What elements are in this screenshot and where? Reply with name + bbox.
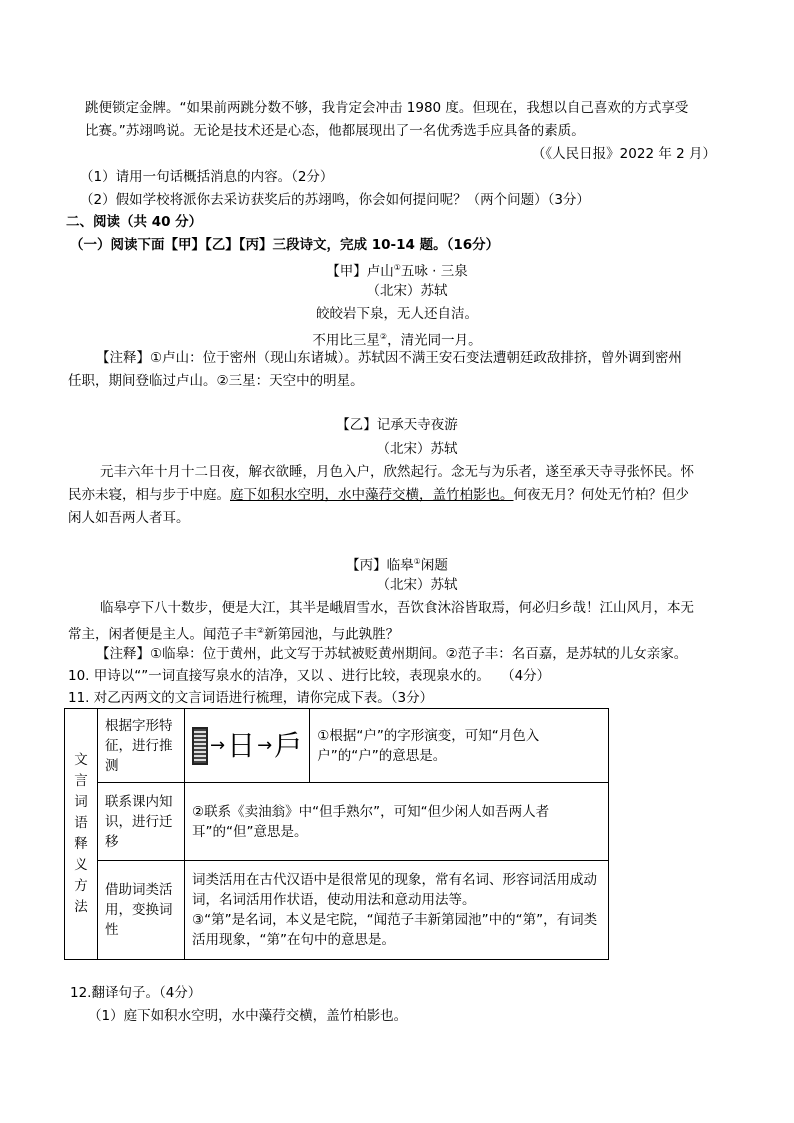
question-12: 12.翻译句子。（4分）	[70, 985, 202, 1001]
side-char: 义	[74, 857, 88, 873]
glyph-evolution-image	[185, 709, 310, 783]
underlined-sentence: 庭下如积水空明，水中藻荇交横，盖竹柏影也。	[230, 487, 514, 503]
arrow-icon: →	[257, 734, 273, 756]
bing-author: （北宋）苏轼	[376, 577, 458, 593]
yi-title: 【乙】记承天寺夜游	[336, 417, 458, 433]
method-cell: 根据字形特征，进行推测	[98, 709, 185, 783]
explanation: 词类活用在古代汉语中是很常见的现象，常有名词、形容词活用成动词，名词活用作状语，使动用法和意动用法等。	[192, 872, 597, 908]
yi-paragraph	[68, 485, 689, 505]
method-cell: 借助词类活用，变换词性	[98, 861, 185, 960]
question-2: （2）假如学校将派你去采访获奖后的苏翊鸣，你会如何提问呢？（两个问题）（3分）	[80, 192, 590, 208]
glyph-char: 日	[227, 728, 256, 762]
text: 民亦未寝，相与步于中庭。	[68, 487, 230, 503]
news-line: 跳便锁定金牌。“如果前两跳分数不够，我肯定会冲击 1980 度。但现在，我想以自己喜欢的方式享受	[85, 100, 689, 116]
bing-paragraph	[68, 621, 399, 645]
glyph-char: 戶	[274, 728, 303, 762]
answer-cell	[185, 861, 609, 960]
side-char: 释	[74, 836, 88, 852]
jia-title	[0, 258, 794, 282]
text: 何夜无月？何处无竹柏？但少	[513, 487, 689, 503]
poem-line: 皎皎岩下泉，无人还自洁。	[316, 306, 478, 322]
yi-paragraph: 元丰六年十月十二日夜，解衣欲睡，月色入户，欣然起行。念无与为乐者，遂至承天寺寻张怀民。怀	[100, 464, 694, 480]
section-title: 二、阅读（共 40 分）	[66, 214, 203, 230]
side-char: 语	[74, 815, 88, 831]
question-text: ③“第”是名词，本义是宅院，“闻范子丰新第园池”中的“第”，有词类活用现象，“第”在句中的意思是。	[192, 912, 598, 948]
yi-author: （北宋）苏轼	[376, 441, 458, 457]
translate-sentence: （1）庭下如积水空明，水中藻荇交横，盖竹柏影也。	[88, 1008, 408, 1024]
title-text: 五咏 · 三泉	[400, 263, 468, 280]
title-text: 闲题	[420, 557, 448, 574]
side-char: 文	[74, 752, 88, 768]
poem-line	[0, 327, 794, 351]
seal-script-icon	[192, 727, 208, 765]
bing-title	[0, 552, 794, 576]
jia-note: 任职，期间登临过卢山。②三星：天空中的明星。	[68, 373, 364, 389]
method-cell: 联系课内知识，进行迁移	[98, 783, 185, 861]
side-char: 方	[74, 878, 88, 894]
section-subtitle: （一）阅读下面【甲】【乙】【丙】三段诗文，完成 10-14 题。（16分）	[70, 237, 500, 253]
answer-cell: ②联系《卖油翁》中“但手熟尔”，可知“但少闲人如吾两人者耳”的“但”意思是。	[185, 783, 609, 861]
news-source: （《人民日报》2022 年 2 月）	[531, 146, 716, 162]
question-10: 10. 甲诗以“”一词直接写泉水的洁净，又以 、进行比较，表现泉水的。 （4分）	[68, 668, 551, 684]
footnote-mark: ①	[393, 263, 401, 272]
poem-text: ，清光同一月。	[387, 332, 482, 349]
bing-note: 【注释】①临皋：位于黄州，此文写于苏轼被贬黄州期间。②范子丰：名百嘉，是苏轼的儿女亲家。	[96, 646, 688, 662]
yi-paragraph: 闲人如吾两人者耳。	[68, 510, 190, 526]
side-char: 法	[74, 899, 88, 915]
bing-paragraph: 临皋亭下八十数步，便是大江，其半是峨眉雪水，吾饮食沐浴皆取焉，何必归乡哉！江山风月，本无	[100, 600, 694, 616]
title-text: 【甲】卢山	[326, 263, 394, 280]
footnote-mark: ①	[413, 557, 421, 566]
table-side-label	[65, 709, 98, 960]
side-char: 言	[74, 773, 88, 789]
side-char: 词	[74, 794, 88, 810]
arrow-icon: →	[210, 734, 226, 756]
title-text: 【丙】临皋	[346, 557, 414, 574]
text: 新第园池，与此孰胜？	[264, 626, 400, 643]
method-table	[64, 708, 609, 960]
footnote-mark: ②	[257, 626, 265, 635]
poem-text: 不用比三星	[312, 332, 380, 349]
question-1: （1）请用一句话概括消息的内容。（2分）	[80, 169, 334, 185]
jia-note: 【注释】①卢山：位于密州（现山东诸城）。苏轼因不满王安石变法遭朝廷政敌排挤，曾外调到密州	[96, 350, 682, 366]
answer-cell: ①根据“户”的字形演变，可知“月色入户”的“户”的意思是。	[310, 709, 609, 783]
news-line: 比赛。”苏翊鸣说。无论是技术还是心态，他都展现出了一名优秀选手应具备的素质。	[85, 123, 585, 139]
text: 常主，闲者便是主人。闻范子丰	[68, 626, 257, 643]
footnote-mark: ②	[379, 332, 388, 341]
question-11: 11. 对乙丙两文的文言词语进行梳理，请你完成下表。（3分）	[68, 690, 434, 706]
jia-author: （北宋）苏轼	[366, 283, 448, 299]
